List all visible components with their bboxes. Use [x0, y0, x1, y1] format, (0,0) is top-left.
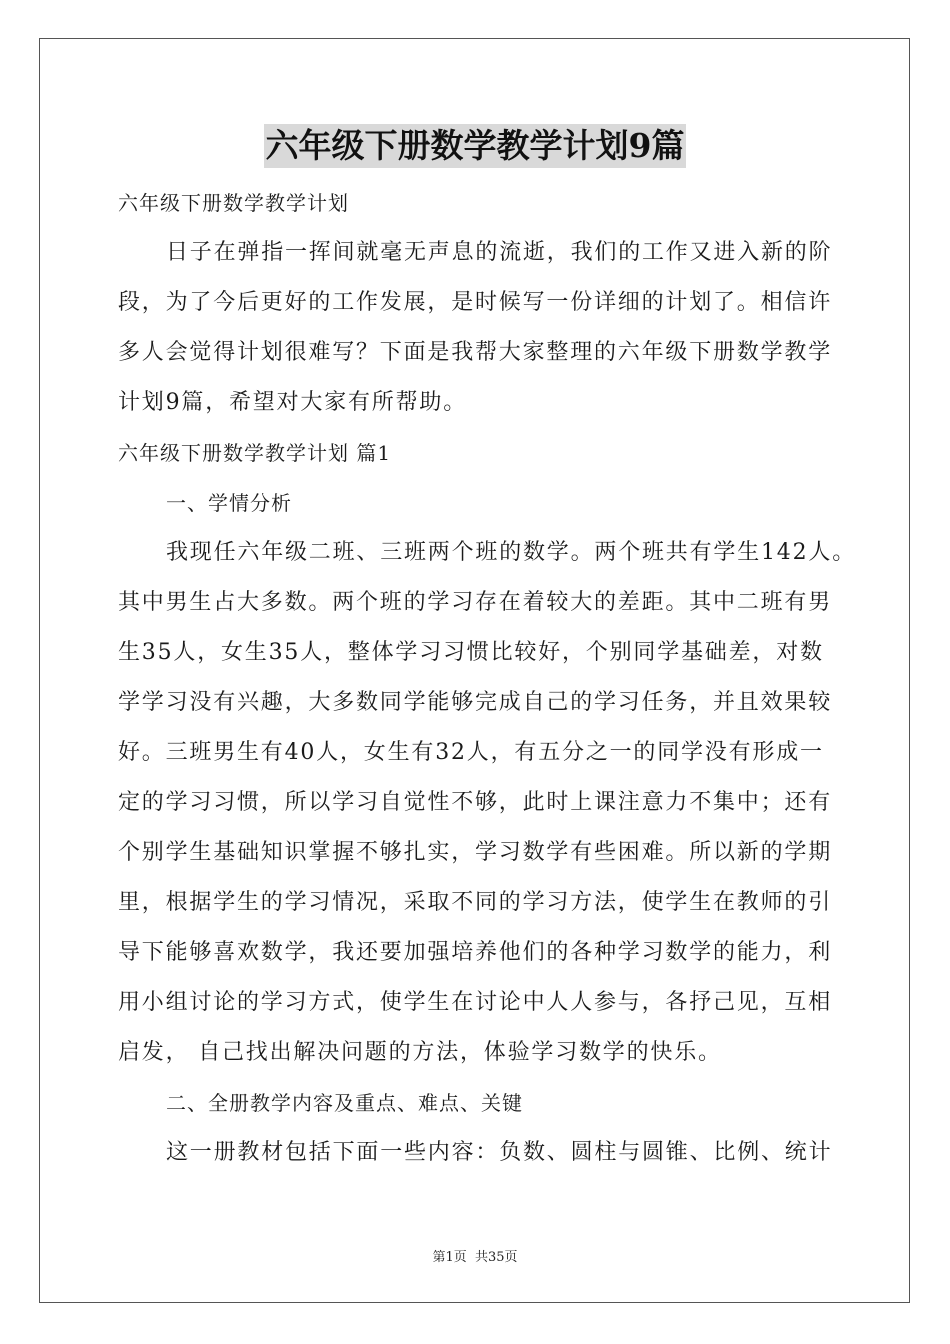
page-footer — [0, 1246, 950, 1265]
paragraph-line: 计划9篇，希望对大家有所帮助。 — [118, 390, 467, 415]
paragraph-line: 学学习没有兴趣，大多数同学能够完成自己的学习任务，并且效果较 — [118, 690, 833, 715]
paragraph-line: 用小组讨论的学习方式，使学生在讨论中人人参与，各抒己见，互相 — [118, 990, 833, 1015]
paragraph-line: 段，为了今后更好的工作发展，是时候写一份详细的计划了。相信许 — [118, 290, 833, 315]
subsection-heading: 二、全册教学内容及重点、难点、关键 — [166, 1091, 523, 1115]
paragraph-line: 这一册教材包括下面一些内容：负数、圆柱与圆锥、比例、统计 — [166, 1140, 833, 1165]
document-body — [118, 178, 856, 1178]
paragraph-line: 里，根据学生的学习情况，采取不同的学习方法，使学生在教师的引 — [118, 890, 833, 915]
document-title: 六年级下册数学教学计划9篇 — [264, 124, 687, 168]
paragraph-line: 好。三班男生有40人，女生有32人，有五分之一的同学没有形成一 — [118, 740, 824, 765]
title-container — [0, 124, 950, 168]
paragraph-line: 多人会觉得计划很难写？下面是我帮大家整理的六年级下册数学教学 — [118, 340, 833, 365]
paragraph-line: 定的学习习惯，所以学习自觉性不够，此时上课注意力不集中；还有 — [118, 790, 833, 815]
page-total: 共35页 — [474, 1250, 518, 1265]
paragraph-line: 我现任六年级二班、三班两个班的数学。两个班共有学生142人。 — [166, 540, 856, 565]
section-heading: 六年级下册数学教学计划 篇1 — [118, 441, 392, 465]
subsection-heading: 一、学情分析 — [166, 491, 292, 515]
paragraph-line: 个别学生基础知识掌握不够扎实，学习数学有些困难。所以新的学期 — [118, 840, 833, 865]
subtitle-line: 六年级下册数学教学计划 — [118, 191, 349, 215]
paragraph-line: 日子在弹指一挥间就毫无声息的流逝，我们的工作又进入新的阶 — [166, 240, 833, 265]
page-number: 第1页 — [432, 1250, 467, 1265]
paragraph-line: 其中男生占大多数。两个班的学习存在着较大的差距。其中二班有男 — [118, 590, 833, 615]
paragraph-line: 启发， 自己找出解决问题的方法，体验学习数学的快乐。 — [118, 1040, 722, 1065]
paragraph-line: 导下能够喜欢数学，我还要加强培养他们的各种学习数学的能力，利 — [118, 940, 833, 965]
paragraph-line: 生35人，女生35人，整体学习习惯比较好，个别同学基础差，对数 — [118, 640, 824, 665]
